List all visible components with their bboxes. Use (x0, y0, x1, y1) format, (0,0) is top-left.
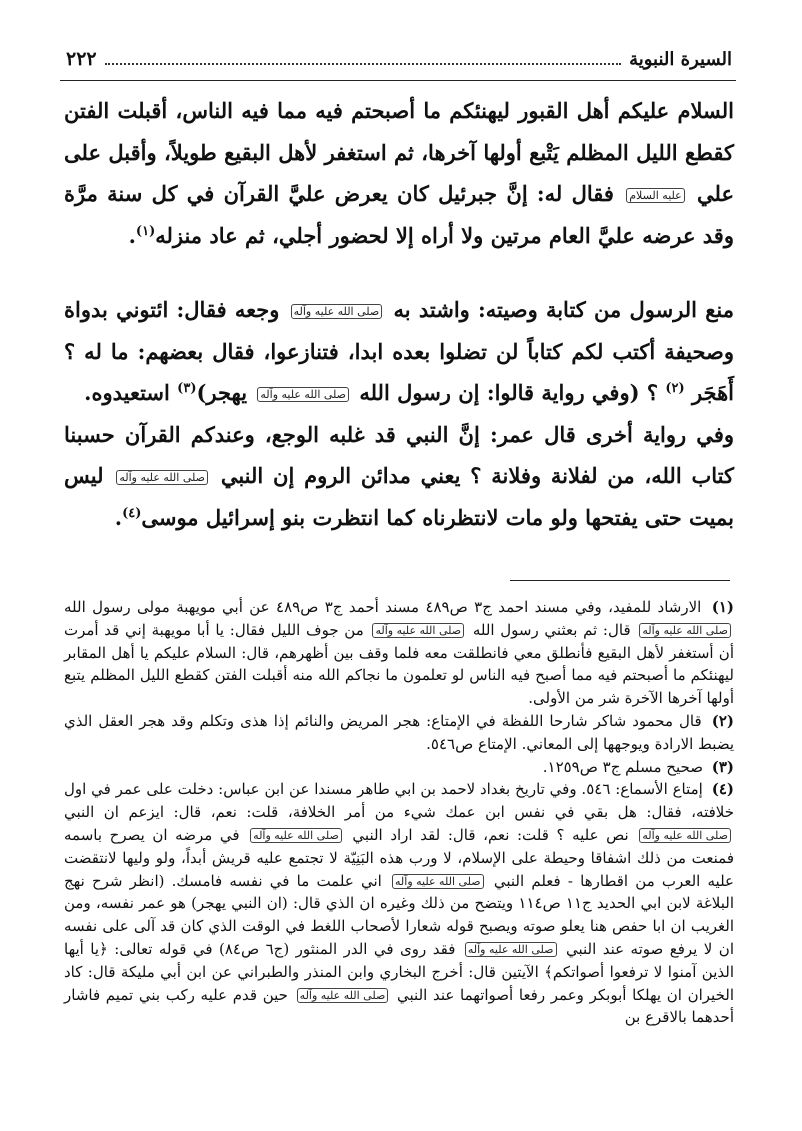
paragraph-3: وفي رواية أخرى قال عمر: إنَّ النبي قد غلبه الوجع، وعندكم القرآن حسبنا كتاب الله، من لفلانة وفلانة ؟ يعني مدائن الروم إن النبي صلى الله عليه وآله ليس بميت حتى يفتحها ولو مات لانتظرناه كما انتظرت بنو إسرائيل موسى$^{(٤)}$. (64, 421, 734, 530)
salutation-prophet-icon: صلى الله عليه وآله (116, 470, 208, 485)
footnotes (64, 596, 734, 1029)
footnote-ref-1: (١) (135, 223, 156, 239)
running-title: السيرة النبوية (629, 49, 732, 70)
salutation-prophet-icon: صلى الله عليه وآله (291, 304, 383, 319)
paragraph-2: منع الرسول من كتابة وصيته: واشتد به صلى الله عليه وآله وجعه فقال: ائتوني بدواة وصحيفة أكتب لكم كتاباً لن تضلوا بعده ابدا، فتنازعوا، فقال بعضهم: ما له ؟ أَهَجَر $^{(٢)}$ ؟ (وفي رواية قالوا: إن رسول الله صلى الله عليه وآله يهجر)$^{(٣)}$ استعيدوه. (64, 297, 735, 405)
salutation-ali-icon: عليه السلام (626, 188, 685, 203)
salutation-prophet-icon: صلى الله عليه وآله (639, 828, 731, 843)
page-number: ٢٢٢ (66, 48, 97, 70)
footnote-ref-3: (٣) (177, 381, 197, 396)
salutation-prophet-icon: صلى الله عليه وآله (465, 942, 557, 957)
salutation-prophet-icon: صلى الله عليه وآله (297, 988, 389, 1003)
salutation-prophet-icon: صلى الله عليه وآله (250, 828, 342, 843)
footnote-1: (١) الارشاد للمفيد، وفي مسند احمد ج٣ ص٤٨٩ مسند أحمد ج٣ ص٤٨٩ عن أبي مويهبة مولى رسول الله صلى الله عليه وآله قال: ثم بعثني رسول الله صلى الله عليه وآله من جوف الليل فقال: يا أبا مويهبة إني قد أمرت أن أستغفر لأهل البقيع فأنطلق معي فانطلقت معه فلما وقف بين أظهرهم، قال: السلام عليكم يا أهل المقابر ليهنئكم ما أصبحتم فيه مما أصبح فيه الناس لو تعلمون ما نجاكم الله منه أقبلت الفتن كقطع الليل المظلم يتبع أولها آخرها الآخرة شر من الأولى. (64, 598, 735, 708)
footnote-3: (٣) صحيح مسلم ج٣ ص١٢٥٩. (542, 757, 734, 776)
salutation-prophet-icon: صلى الله عليه وآله (392, 874, 484, 889)
footnote-2: (٢) قال محمود شاكر شارحا اللفظة في الإمتاع: هجر المريض والنائم إذا هذى وتكلم وقد هجر العقل الذي يضبط الارادة ويوجهها إلى المعاني. الإمتاع ص٥٤٦. (64, 711, 734, 753)
footnote-4: (٤) إمتاع الأسماع: ٥٤٦. وفي تاريخ بغداد لاحمد بن ابي طاهر مسندا عن ابن عباس: دخلت على عمر في اول خلافته، فقال: هل بقي في نفس ابن عمك شيء من أمر الخلافة، قلت: نعم، قال: ايزعم ان النبي صلى الله عليه وآله نص عليه ؟ قلت: نعم، قال: لقد اراد النبي صلى الله عليه وآله في مرضه ان يصرح باسمه فمنعت من ذلك اشفاقا وحيطة على الإسلام، لا ورب هذه البَنِيّة لا تجتمع عليه قريش أبداً، ولو وليها لانتقضت عليه العرب من اقطارها - فعلم النبي صلى الله عليه وآله اني علمت ما في نفسه فامسك. (انظر شرح نهج البلاغة لابن ابي الحديد ج١١ ص١١٤ ويتضح من ذلك وغيره ان الذي قال: (ان النبي يهجر) هو عمر نفسه، ومن الغريب ان ابا حفص هنا يعلو صوته ويصبح قوله شعارا لأصحاب اللغط في الوقت الذي كان قد آلى على نفسه ان لا يرفع صوته عند النبي صلى الله عليه وآله فقد روى في الدر المنثور (ج٦ ص٨٤) في قوله تعالى: ﴿يا أيها الذين آمنوا لا ترفعوا أصواتكم﴾ الآيتين قال: أخرج البخاري وابن المنذر والطبراني عن ابن أبي مليكة قال: كاد الخيران ان يهلكا أبوبكر وعمر رفعا أصواتهما عند النبي صلى الله عليه وآله حين قدم عليه ركب بني تميم فاشار أحدهما بالاقرع بن (64, 780, 735, 1027)
header-leader-dots (105, 51, 621, 65)
footnote-ref-2: (٢) (665, 381, 685, 396)
salutation-prophet-icon: صلى الله عليه وآله (372, 623, 464, 638)
paragraph-1: السلام عليكم أهل القبور ليهنئكم ما أصبحتم فيه مما فيه الناس، أقبلت الفتن كقطع الليل المظلم يَتْبع أولها آخرها، ثم استغفر لأهل البقيع طويلاً، وأقبل على علي عليه السلام فقال له: إنَّ جبرئيل كان يعرض عليَّ القرآن في كل سنة مرَّة وقد عرضه عليَّ العام مرتين ولا أراه إلا لحضور أجلي، ثم عاد منزله$^{(١)}$. (64, 98, 735, 248)
salutation-prophet-icon: صلى الله عليه وآله (639, 623, 731, 638)
header-rule (60, 80, 736, 81)
section-heading: منع الرسول من كتابة وصيته: (478, 297, 735, 322)
main-text (64, 90, 734, 538)
footnote-ref-4: (٤) (122, 505, 142, 521)
page-header (66, 48, 732, 72)
salutation-prophet-icon: صلى الله عليه وآله (257, 387, 349, 402)
footnote-separator (510, 580, 730, 581)
